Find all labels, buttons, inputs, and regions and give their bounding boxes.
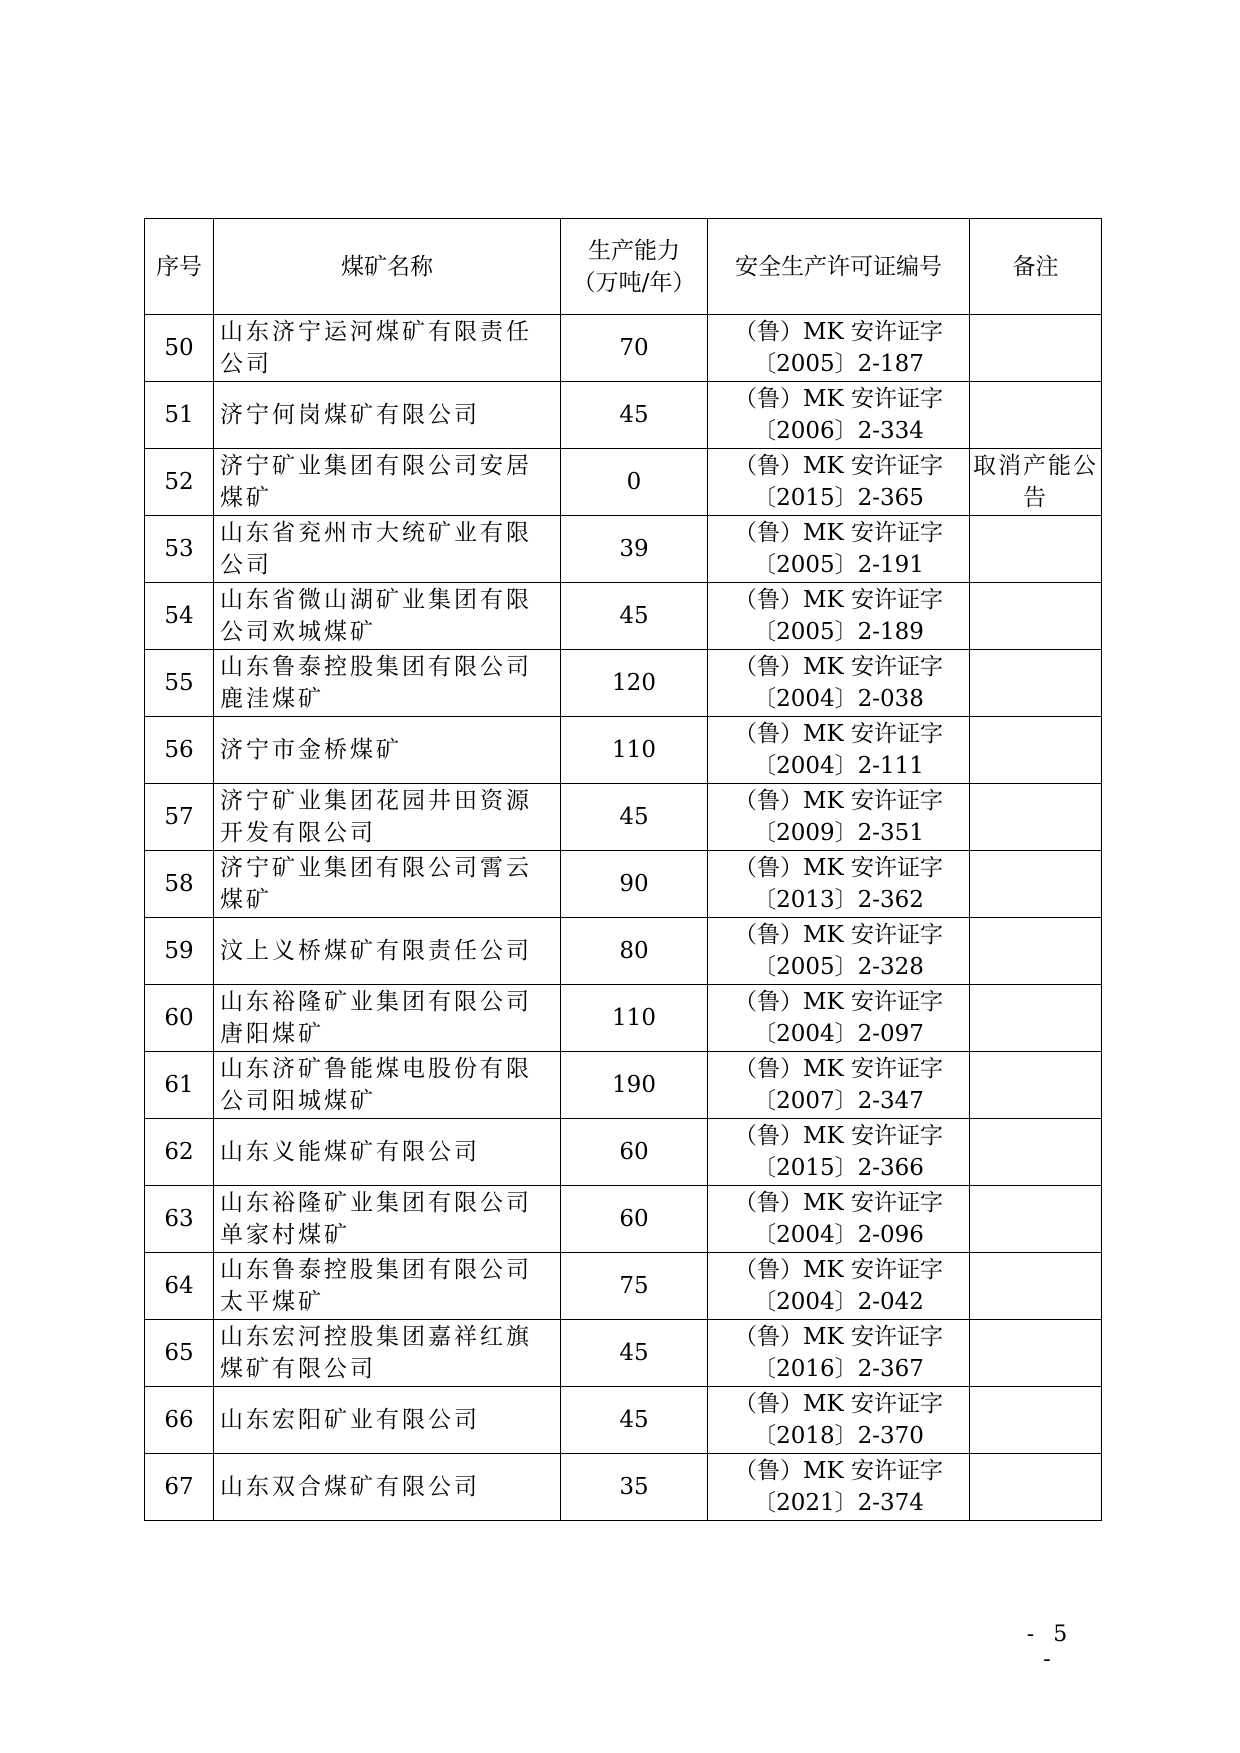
cell-note: [970, 784, 1102, 851]
cell-no: 62: [145, 1119, 214, 1186]
table-row: [145, 1320, 1102, 1387]
cell-capacity: 60: [561, 1119, 708, 1186]
cell-no: 64: [145, 1253, 214, 1320]
cell-note: [970, 1052, 1102, 1119]
table-row: [145, 1119, 1102, 1186]
cell-note: [970, 1320, 1102, 1387]
permit-line1: （鲁）MK 安许证字: [733, 453, 944, 479]
table-row: [145, 851, 1102, 918]
cell-mine-name: 山东济矿鲁能煤电股份有限公司阳城煤矿: [214, 1052, 561, 1119]
cell-note: [970, 650, 1102, 717]
permit-line1: （鲁）MK 安许证字: [733, 989, 944, 1015]
permit-line2: 〔2004〕2-097: [753, 1021, 924, 1047]
permit-line1: （鲁）MK 安许证字: [733, 654, 944, 680]
cell-note: [970, 1387, 1102, 1454]
table-row: [145, 583, 1102, 650]
permit-line1: （鲁）MK 安许证字: [733, 386, 944, 412]
cell-no: 61: [145, 1052, 214, 1119]
permit-line2: 〔2009〕2-351: [753, 820, 924, 846]
cell-no: 53: [145, 516, 214, 583]
cell-permit: [708, 985, 970, 1052]
cell-permit: [708, 650, 970, 717]
header-permit: 安全生产许可证编号: [708, 219, 970, 315]
permit-line1: （鲁）MK 安许证字: [733, 520, 944, 546]
table-row: [145, 918, 1102, 985]
cell-mine-name: 汶上义桥煤矿有限责任公司: [214, 918, 561, 985]
cell-no: 50: [145, 315, 214, 382]
cell-capacity: 75: [561, 1253, 708, 1320]
cell-no: 66: [145, 1387, 214, 1454]
permit-line2: 〔2006〕2-334: [753, 418, 924, 444]
permit-line1: （鲁）MK 安许证字: [733, 721, 944, 747]
cell-permit: [708, 1320, 970, 1387]
cell-permit: [708, 784, 970, 851]
cell-no: 54: [145, 583, 214, 650]
table-row: [145, 1454, 1102, 1521]
permit-line1: （鲁）MK 安许证字: [733, 1324, 944, 1350]
cell-mine-name: 山东裕隆矿业集团有限公司单家村煤矿: [214, 1186, 561, 1253]
header-capacity: [561, 219, 708, 315]
cell-no: 51: [145, 382, 214, 449]
cell-note: [970, 1253, 1102, 1320]
cell-permit: [708, 1454, 970, 1521]
permit-line2: 〔2005〕2-191: [753, 552, 924, 578]
table-row: [145, 650, 1102, 717]
cell-permit: [708, 1052, 970, 1119]
permit-line2: 〔2004〕2-096: [753, 1222, 924, 1248]
permit-line2: 〔2015〕2-366: [753, 1155, 924, 1181]
header-name: 煤矿名称: [214, 219, 561, 315]
cell-mine-name: 济宁矿业集团有限公司安居煤矿: [214, 449, 561, 516]
cell-no: 65: [145, 1320, 214, 1387]
cell-mine-name: 山东省微山湖矿业集团有限公司欢城煤矿: [214, 583, 561, 650]
permit-line1: （鲁）MK 安许证字: [733, 1391, 944, 1417]
cell-note: 取消产能公告: [970, 449, 1102, 516]
cell-no: 63: [145, 1186, 214, 1253]
table-row: [145, 1387, 1102, 1454]
cell-capacity: 0: [561, 449, 708, 516]
permit-line2: 〔2018〕2-370: [753, 1423, 924, 1449]
cell-mine-name: 山东宏河控股集团嘉祥红旗煤矿有限公司: [214, 1320, 561, 1387]
table-row: [145, 985, 1102, 1052]
permit-line2: 〔2015〕2-365: [753, 485, 924, 511]
table-body: [145, 315, 1102, 1521]
cell-no: 59: [145, 918, 214, 985]
cell-note: [970, 1186, 1102, 1253]
cell-note: [970, 382, 1102, 449]
cell-mine-name: 济宁市金桥煤矿: [214, 717, 561, 784]
table-row: [145, 1186, 1102, 1253]
permit-line1: （鲁）MK 安许证字: [733, 922, 944, 948]
permit-line2: 〔2004〕2-038: [753, 686, 924, 712]
cell-permit: [708, 918, 970, 985]
permit-line2: 〔2004〕2-111: [753, 753, 924, 779]
cell-permit: [708, 851, 970, 918]
cell-capacity: 39: [561, 516, 708, 583]
cell-mine-name: 山东鲁泰控股集团有限公司鹿洼煤矿: [214, 650, 561, 717]
coal-mine-table: [144, 218, 1102, 1521]
cell-no: 57: [145, 784, 214, 851]
table-header-row: [145, 219, 1102, 315]
permit-line1: （鲁）MK 安许证字: [733, 1257, 944, 1283]
cell-mine-name: 济宁何岗煤矿有限公司: [214, 382, 561, 449]
header-capacity-line2: （万吨/年）: [572, 269, 696, 296]
cell-capacity: 110: [561, 985, 708, 1052]
table-row: [145, 784, 1102, 851]
cell-note: [970, 516, 1102, 583]
cell-capacity: 45: [561, 382, 708, 449]
permit-line2: 〔2004〕2-042: [753, 1289, 924, 1315]
cell-permit: [708, 1186, 970, 1253]
cell-capacity: 190: [561, 1052, 708, 1119]
cell-capacity: 45: [561, 1320, 708, 1387]
permit-line1: （鲁）MK 安许证字: [733, 587, 944, 613]
cell-mine-name: 山东义能煤矿有限公司: [214, 1119, 561, 1186]
cell-mine-name: 山东宏阳矿业有限公司: [214, 1387, 561, 1454]
cell-note: [970, 1119, 1102, 1186]
cell-capacity: 45: [561, 1387, 708, 1454]
permit-line1: （鲁）MK 安许证字: [733, 788, 944, 814]
header-note: 备注: [970, 219, 1102, 315]
table-row: [145, 1253, 1102, 1320]
cell-mine-name: 山东省兖州市大统矿业有限公司: [214, 516, 561, 583]
permit-line2: 〔2007〕2-347: [753, 1088, 924, 1114]
cell-note: [970, 583, 1102, 650]
permit-line1: （鲁）MK 安许证字: [733, 1123, 944, 1149]
permit-line2: 〔2005〕2-187: [753, 351, 924, 377]
cell-capacity: 45: [561, 784, 708, 851]
cell-note: [970, 918, 1102, 985]
cell-permit: [708, 1253, 970, 1320]
table-row: [145, 717, 1102, 784]
cell-note: [970, 985, 1102, 1052]
permit-line2: 〔2005〕2-328: [753, 954, 924, 980]
cell-capacity: 80: [561, 918, 708, 985]
header-no: 序号: [145, 219, 214, 315]
cell-note: [970, 1454, 1102, 1521]
page-number: - 5 -: [1026, 1622, 1074, 1672]
cell-no: 56: [145, 717, 214, 784]
cell-permit: [708, 1119, 970, 1186]
cell-note: [970, 717, 1102, 784]
table-row: [145, 315, 1102, 382]
cell-permit: [708, 516, 970, 583]
cell-permit: [708, 583, 970, 650]
table-row: [145, 382, 1102, 449]
cell-permit: [708, 449, 970, 516]
cell-capacity: 70: [561, 315, 708, 382]
cell-note: [970, 851, 1102, 918]
cell-mine-name: 山东裕隆矿业集团有限公司唐阳煤矿: [214, 985, 561, 1052]
header-capacity-line1: 生产能力: [588, 237, 680, 264]
table-row: [145, 449, 1102, 516]
permit-line2: 〔2021〕2-374: [753, 1490, 924, 1516]
table-row: [145, 516, 1102, 583]
cell-mine-name: 山东鲁泰控股集团有限公司太平煤矿: [214, 1253, 561, 1320]
cell-permit: [708, 717, 970, 784]
table-row: [145, 1052, 1102, 1119]
cell-capacity: 110: [561, 717, 708, 784]
cell-capacity: 120: [561, 650, 708, 717]
permit-line2: 〔2013〕2-362: [753, 887, 924, 913]
cell-mine-name: 山东双合煤矿有限公司: [214, 1454, 561, 1521]
cell-no: 67: [145, 1454, 214, 1521]
permit-line1: （鲁）MK 安许证字: [733, 319, 944, 345]
permit-line1: （鲁）MK 安许证字: [733, 1458, 944, 1484]
cell-mine-name: 济宁矿业集团有限公司霄云煤矿: [214, 851, 561, 918]
permit-line1: （鲁）MK 安许证字: [733, 1190, 944, 1216]
cell-permit: [708, 1387, 970, 1454]
cell-mine-name: 济宁矿业集团花园井田资源开发有限公司: [214, 784, 561, 851]
cell-capacity: 60: [561, 1186, 708, 1253]
cell-permit: [708, 315, 970, 382]
cell-mine-name: 山东济宁运河煤矿有限责任公司: [214, 315, 561, 382]
permit-line2: 〔2016〕2-367: [753, 1356, 924, 1382]
cell-no: 52: [145, 449, 214, 516]
cell-no: 58: [145, 851, 214, 918]
cell-no: 60: [145, 985, 214, 1052]
permit-line1: （鲁）MK 安许证字: [733, 1056, 944, 1082]
cell-permit: [708, 382, 970, 449]
permit-line2: 〔2005〕2-189: [753, 619, 924, 645]
permit-line1: （鲁）MK 安许证字: [733, 855, 944, 881]
cell-capacity: 90: [561, 851, 708, 918]
cell-capacity: 45: [561, 583, 708, 650]
cell-no: 55: [145, 650, 214, 717]
cell-note: [970, 315, 1102, 382]
cell-capacity: 35: [561, 1454, 708, 1521]
